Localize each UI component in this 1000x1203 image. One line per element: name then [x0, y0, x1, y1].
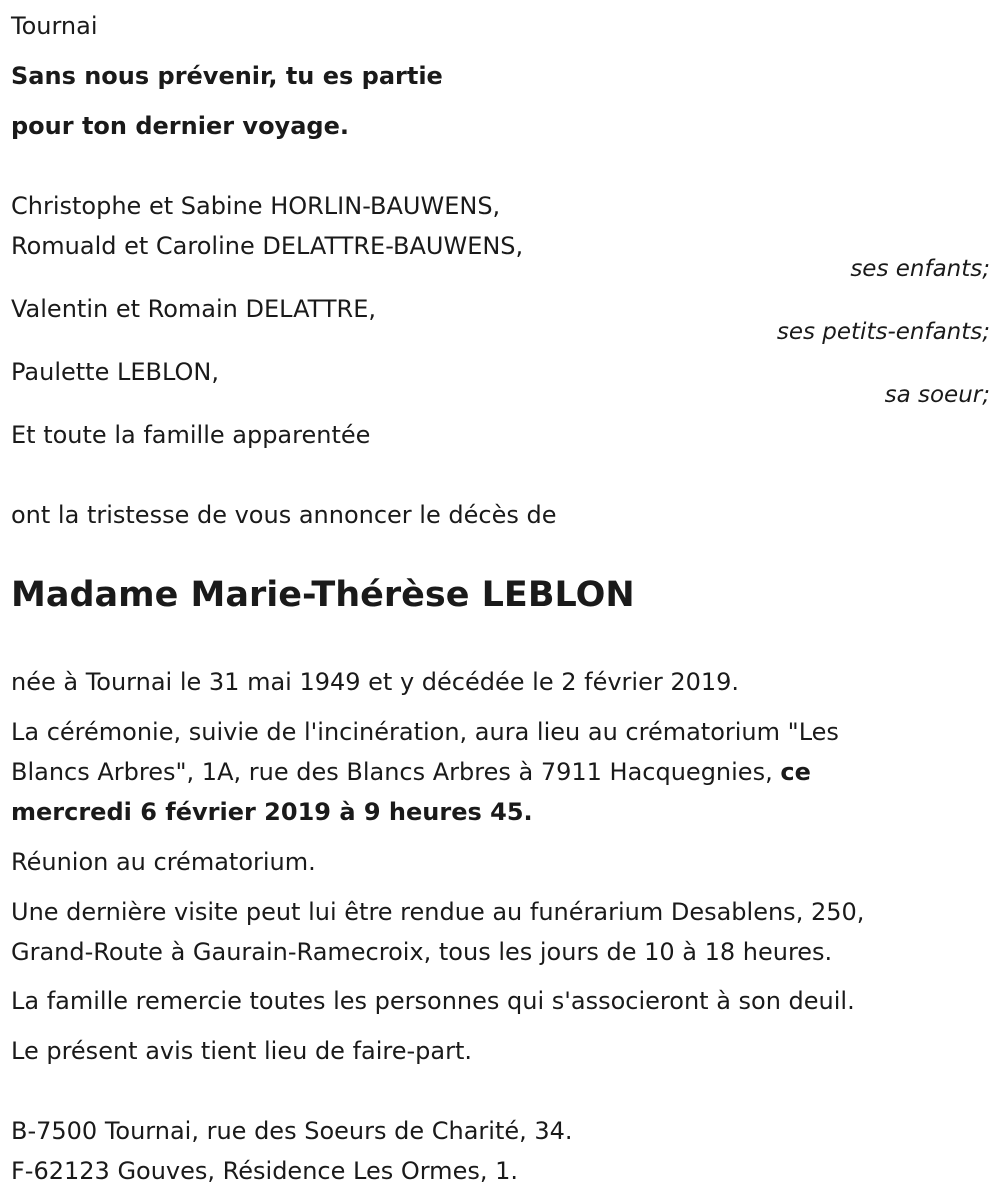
quote-line-2: pour ton dernier voyage. — [11, 112, 349, 140]
address-2: F-62123 Gouves, Résidence Les Ormes, 1. — [11, 1157, 518, 1185]
ceremony-date-time: mercredi 6 février 2019 à 9 heures 45. — [11, 798, 533, 826]
sister-name: Paulette LEBLON, — [11, 358, 219, 386]
reunion-note: Réunion au crématorium. — [11, 848, 316, 876]
notice-note: Le présent avis tient lieu de faire-part. — [11, 1037, 473, 1065]
ceremony-location: Blancs Arbres", 1A, rue des Blancs Arbres à 7911 Hacquegnies, — [11, 758, 781, 786]
ceremony-date-start: ce — [780, 758, 811, 786]
extended-family: Et toute la famille apparentée — [11, 421, 371, 449]
children-role: ses enfants; — [850, 256, 990, 282]
children-line-2: Romuald et Caroline DELATTRE-BAUWENS, — [11, 232, 524, 260]
quote-line-1: Sans nous prévenir, tu es partie — [11, 62, 443, 90]
birth-death-dates: née à Tournai le 31 mai 1949 et y décédée le 2 février 2019. — [11, 668, 740, 696]
ceremony-line-2 — [11, 760, 811, 784]
announcement-intro: ont la tristesse de vous annoncer le décès de — [11, 501, 557, 529]
visit-line-2: Grand-Route à Gaurain-Ramecroix, tous les jours de 10 à 18 heures. — [11, 938, 833, 966]
grandchildren-names: Valentin et Romain DELATTRE, — [11, 295, 376, 323]
address-1: B-7500 Tournai, rue des Soeurs de Charité, 34. — [11, 1117, 573, 1145]
visit-line-1: Une dernière visite peut lui être rendue au funérarium Desablens, 250, — [11, 898, 865, 926]
thanks-note: La famille remercie toutes les personnes qui s'associeront à son deuil. — [11, 987, 855, 1015]
sister-role: sa soeur; — [884, 382, 990, 408]
city-label: Tournai — [11, 12, 98, 40]
ceremony-line-1: La cérémonie, suivie de l'incinération, aura lieu au crématorium "Les — [11, 718, 839, 746]
deceased-name: Madame Marie-Thérèse LEBLON — [11, 575, 635, 615]
children-line-1: Christophe et Sabine HORLIN-BAUWENS, — [11, 192, 501, 220]
grandchildren-role: ses petits-enfants; — [776, 319, 990, 345]
